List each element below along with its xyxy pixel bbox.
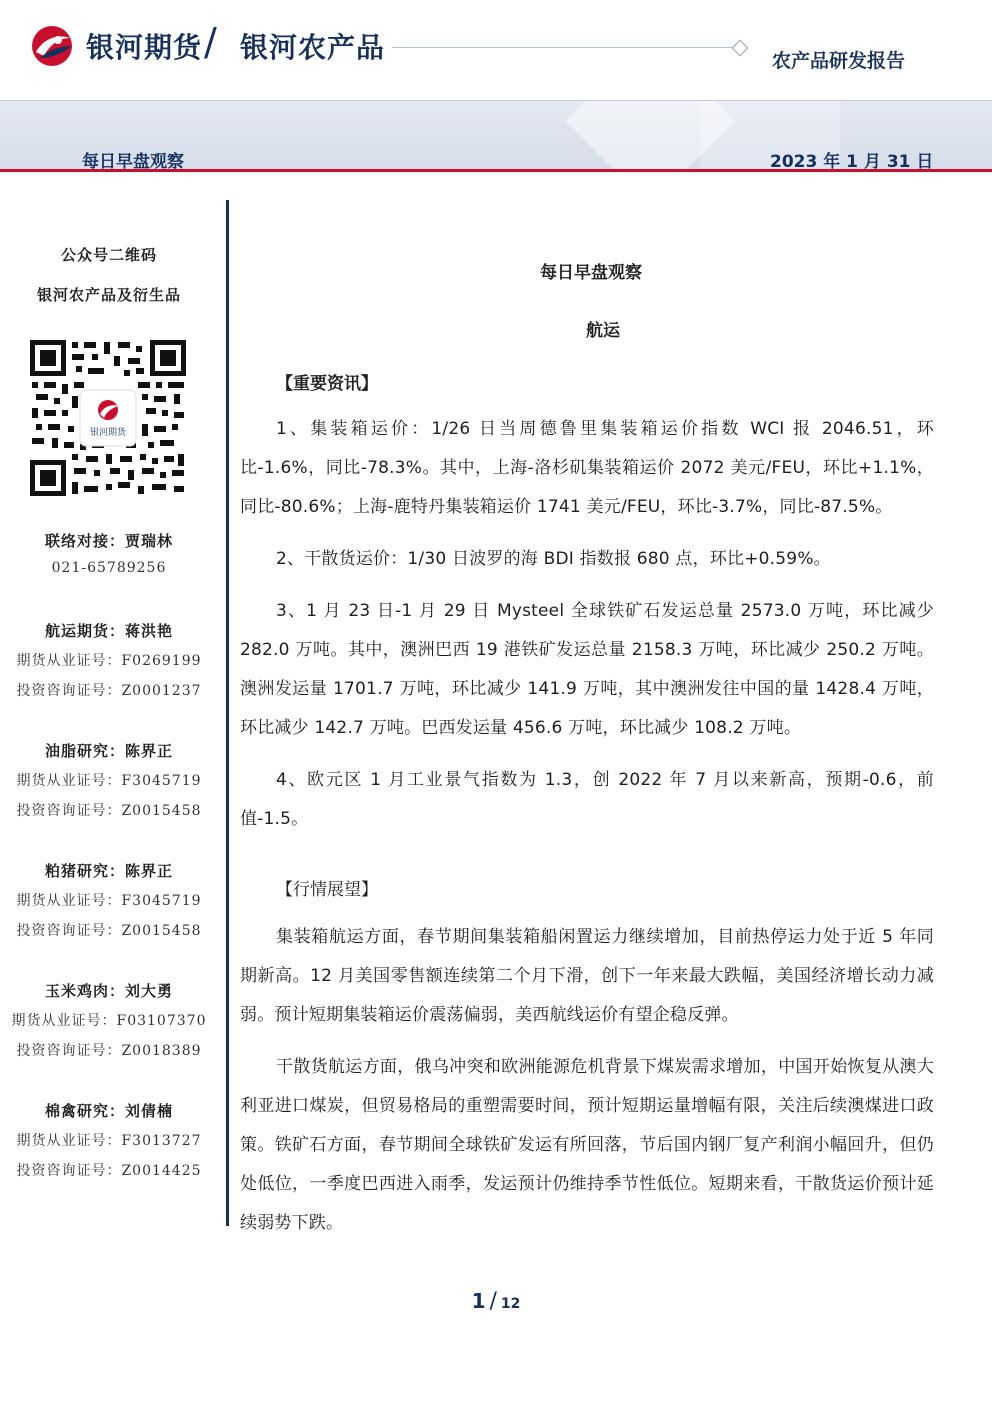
- analyst-title: 航运期货：蒋洪艳: [44, 622, 173, 640]
- outlook-paragraph: 集装箱航运方面，春节期间集装箱船闲置运力继续增加，目前热停运力处于近 5 年同期新高。12 月美国零售额连续第二个月下滑，创下一年来最大跌幅，美国经济增长动力减弱。预计短期集装箱运价震荡偏弱，美西航线运价有望企稳反弹。: [240, 927, 934, 1025]
- analyst-title: 玉米鸡肉：刘大勇: [44, 982, 173, 1000]
- qr-center-label: 银河期货: [89, 428, 127, 438]
- header-red-rule: [0, 169, 992, 172]
- analyst-title: 粕猪研究：陈界正: [44, 862, 173, 880]
- brand-subname: 银河农产品: [240, 31, 386, 64]
- analyst-license: 期货从业证号：F3013727: [16, 1133, 202, 1149]
- news-paragraph: 3、1 月 23 日-1 月 29 日 Mysteel 全球铁矿石发运总量 2573.0 万吨，环比减少 282.0 万吨。其中，澳洲巴西 19 港铁矿发运总量 2158.3 万吨，环比减少 250.2 万吨。澳洲发运量 1701.7 万吨，环比减少 141.9 万吨，其中澳洲发往中国的量 1428.4 万吨，环比减少 142.7 万吨。巴西发运量 456.6 万吨，环比减少 108.2 万吨。: [240, 601, 934, 738]
- analyst-consult-license: 投资咨询证号：Z0015458: [16, 803, 202, 819]
- analyst-license: 期货从业证号：F3045719: [16, 773, 202, 789]
- current-page: 1: [471, 1289, 486, 1313]
- analyst-license: 期货从业证号：F03107370: [11, 1013, 207, 1029]
- analyst-consult-license: 投资咨询证号：Z0015458: [16, 923, 202, 939]
- contact-label: 联络对接：贾瑞林: [44, 532, 173, 550]
- brand-name: 银河期货: [86, 31, 203, 64]
- outlook-paragraph: 干散货航运方面，俄乌冲突和欧洲能源危机背景下煤炭需求增加，中国开始恢复从澳大利亚进口煤炭，但贸易格局的重塑需要时间，预计短期运量增幅有限，关注后续澳煤进口政策。铁矿石方面，春节期间全球铁矿发运有所回落，节后国内钢厂复产利润小幅回升，但仍处低位，一季度巴西进入雨季，发运预计仍维持季节性低位。短期来看，干散货运价预计延续弱势下跌。: [240, 1057, 934, 1233]
- report-header: [0, 0, 992, 100]
- analyst-license: 期货从业证号：F3045719: [16, 893, 202, 909]
- header-decor-line: [392, 47, 732, 48]
- section-topic: 航运: [586, 321, 620, 341]
- page-number: [0, 1289, 992, 1314]
- header-decor-diamond: [732, 40, 749, 57]
- contact-phone: 021-65789256: [51, 560, 167, 576]
- analyst-consult-license: 投资咨询证号：Z0001237: [16, 683, 202, 699]
- page-title: 每日早盘观察: [540, 263, 642, 283]
- section-heading-outlook: 【行情展望】: [276, 880, 378, 900]
- galaxy-logo-icon: [28, 24, 76, 68]
- news-paragraph: 1、集装箱运价：1/26 日当周德鲁里集装箱运价指数 WCI 报 2046.51，环比-1.6%，同比-78.3%。其中，上海-洛杉矶集装箱运价 2072 美元/FEU，环比+1.1%，同比-80.6%；上海-鹿特丹集装箱运价 1741 美元/FEU，环比-3.7%，同比-87.5%。: [240, 419, 934, 517]
- header-band: [0, 100, 992, 169]
- analyst-consult-license: 投资咨询证号：Z0018389: [16, 1043, 202, 1059]
- report-date: 2023 年 1 月 31 日: [770, 152, 934, 169]
- section-heading-news: 【重要资讯】: [276, 374, 378, 394]
- report-type: 农产品研发报告: [772, 50, 906, 72]
- analyst-title: 棉禽研究：刘倩楠: [44, 1102, 173, 1120]
- qr-title: 公众号二维码: [60, 246, 157, 264]
- brand-divider: /: [204, 20, 217, 64]
- news-paragraph: 4、欧元区 1 月工业景气指数为 1.3，创 2022 年 7 月以来新高，预期-0.6，前值-1.5。: [240, 770, 934, 829]
- total-pages: 12: [500, 1296, 521, 1312]
- report-series-title: 每日早盘观察: [82, 152, 184, 169]
- news-paragraph: 2、干散货运价：1/30 日波罗的海 BDI 指数报 680 点，环比+0.59%。: [276, 549, 831, 569]
- sidebar-divider: [226, 200, 229, 1226]
- analyst-license: 期货从业证号：F0269199: [16, 653, 202, 669]
- qr-code-icon: [28, 338, 188, 498]
- qr-subtitle: 银河农产品及衍生品: [36, 286, 181, 304]
- analyst-consult-license: 投资咨询证号：Z0014425: [16, 1163, 202, 1179]
- page-slash: /: [489, 1289, 497, 1314]
- analyst-title: 油脂研究：陈界正: [44, 742, 173, 760]
